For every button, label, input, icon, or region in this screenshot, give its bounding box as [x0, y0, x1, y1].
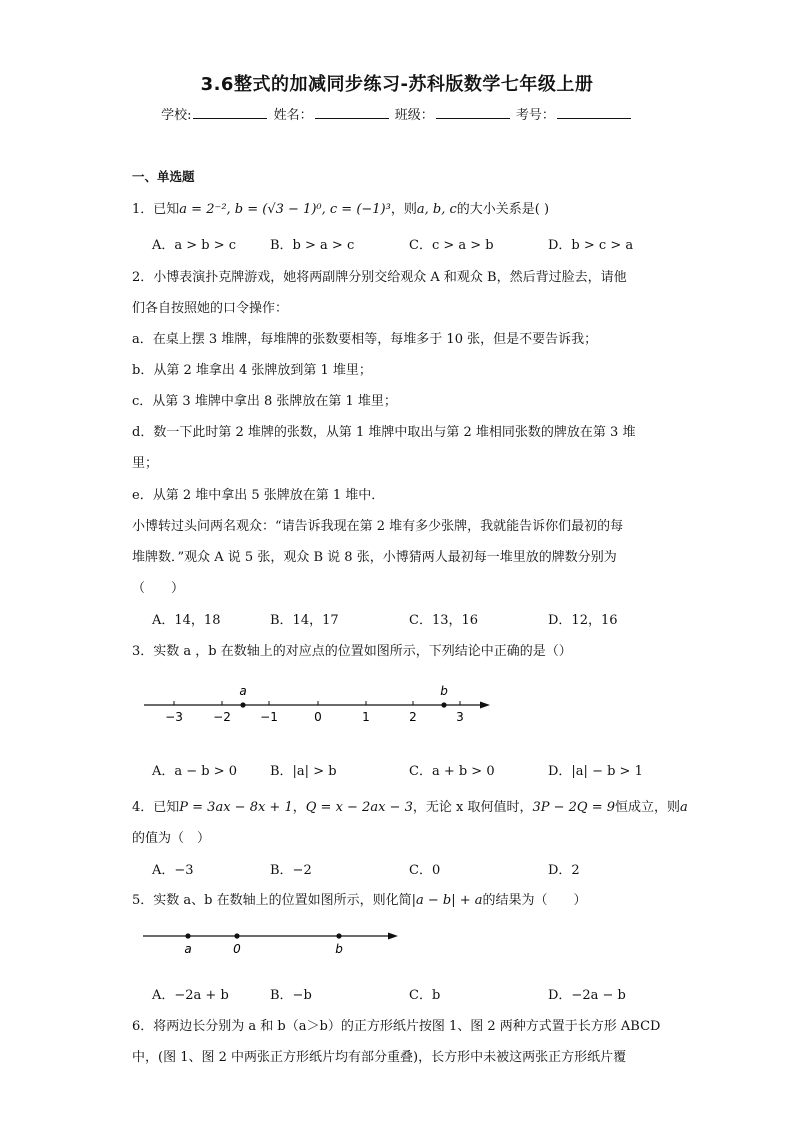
class-blank[interactable]	[436, 106, 510, 119]
q5-expression: |a − b| + a	[411, 893, 483, 908]
q3-option-d[interactable]: D．|a| − b > 1	[548, 764, 643, 779]
q1-option-b[interactable]: B．b > a > c	[270, 238, 355, 253]
q2-line: e．从第 2 堆中拿出 5 张牌放在第 1 堆中．	[132, 488, 385, 503]
q5-label-a: a	[184, 942, 192, 956]
q3-tick-label: 0	[314, 710, 322, 724]
q2-line: 堆牌数．”观众 A 说 5 张，观众 B 说 8 张，小博猜两人最初每一堆里放的牌数分别为	[132, 550, 617, 565]
q2-line: a．在桌上摆 3 堆牌，每堆牌的张数要相等，每堆多于 10 张，但是不要告诉我；	[132, 332, 598, 347]
q2-line: 2．小博表演扑克牌游戏，她将两副牌分别交给观众 A 和观众 B，然后背过脸去，请他	[132, 270, 627, 285]
school-blank[interactable]	[193, 106, 267, 119]
q3-tick-label: −3	[165, 710, 183, 724]
q3-point-a	[240, 702, 245, 707]
q5-point-zero	[234, 933, 239, 938]
q4-stem-part: ，无论 x 取何值时，	[412, 800, 533, 815]
q4-line-2: 的值为（ ）	[132, 831, 211, 846]
q3-option-c[interactable]: C．a + b > 0	[409, 764, 495, 779]
q2-line: b．从第 2 堆拿出 4 张牌放到第 1 堆里；	[132, 363, 372, 378]
q2-option-c[interactable]: C．13，16	[409, 613, 479, 628]
q2-line: c．从第 3 堆牌中拿出 8 张牌放在第 1 堆里；	[132, 394, 397, 409]
q3-tick-label: 1	[362, 710, 370, 724]
q1-stem-part: ，则	[390, 202, 417, 217]
name-label: 姓名：	[273, 108, 313, 123]
q5-option-c[interactable]: C．b	[409, 988, 441, 1003]
exam-no-label: 考号：	[515, 108, 555, 123]
question-3-stem: 3．实数 a ，b 在数轴上的对应点的位置如图所示，下列结论中正确的是（）	[132, 644, 572, 659]
q1-stem-part: 的大小关系是( )	[456, 202, 550, 217]
q4-condition: 3P − 2Q = 9	[532, 800, 615, 815]
q5-label-b: b	[335, 942, 343, 956]
q6-line: 中，(图 1、图 2 中两张正方形纸片均有部分重叠)，长方形中未被这两张正方形纸片覆	[132, 1050, 627, 1065]
q3-label-a: a	[239, 684, 247, 698]
q2-line: （ ）	[132, 581, 185, 596]
q2-line: d．数一下此时第 2 堆牌的张数，从第 1 堆牌中取出与第 2 堆相同张数的牌放在第 3 堆	[132, 425, 636, 440]
question-4-stem	[132, 796, 688, 815]
q1-vars: a, b, c	[416, 202, 457, 217]
q3-option-a[interactable]: A．a − b > 0	[152, 764, 238, 779]
q2-option-a[interactable]: A．14，18	[152, 613, 221, 628]
q4-var: a	[680, 800, 688, 815]
page-title: 3.6整式的加减同步练习-苏科版数学七年级上册	[200, 74, 594, 95]
q1-stem-part: 1．已知	[132, 202, 180, 217]
q5-point-a	[185, 933, 190, 938]
q5-stem-part: 5．实数 a、b 在数轴上的位置如图所示，则化简	[132, 893, 412, 908]
class-label: 班级：	[394, 108, 434, 123]
q2-line: 小博转过头问两名观众：“请告诉我现在第 2 堆有多少张牌，我就能告诉你们最初的每	[132, 519, 624, 534]
q5-option-b[interactable]: B．−b	[270, 988, 312, 1003]
q3-tick-label: −2	[213, 710, 231, 724]
q1-option-d[interactable]: D．b > c > a	[548, 238, 634, 253]
q3-point-b	[441, 702, 446, 707]
q2-option-b[interactable]: B．14，17	[270, 613, 339, 628]
student-info-line	[0, 104, 794, 123]
q3-axis-arrow	[480, 702, 490, 709]
section-heading: 一、单选题	[132, 169, 195, 184]
q4-option-b[interactable]: B．−2	[270, 863, 312, 878]
q5-option-d[interactable]: D．−2a − b	[548, 988, 626, 1003]
q3-option-b[interactable]: B．|a| > b	[270, 764, 337, 779]
exam-no-blank[interactable]	[557, 106, 631, 119]
q2-line: 们各自按照她的口令操作：	[132, 301, 289, 316]
school-label: 学校:	[161, 108, 192, 123]
q4-q-formula: Q = x − 2ax − 3	[305, 800, 413, 815]
q3-tick-label: 3	[456, 710, 464, 724]
q4-stem-part: ，	[292, 800, 306, 815]
q4-stem-part: 恒成立，则	[615, 800, 681, 815]
q5-option-a[interactable]: A．−2a + b	[152, 988, 229, 1003]
q4-stem-part: 4．已知	[132, 800, 180, 815]
q1-option-a[interactable]: A．a > b > c	[152, 238, 237, 253]
name-blank[interactable]	[315, 106, 389, 119]
q3-number-line	[140, 682, 500, 726]
q5-stem-part: 的结果为（ ）	[482, 893, 587, 908]
q5-point-b	[336, 933, 341, 938]
q2-line: 里；	[132, 456, 159, 471]
question-1-stem	[132, 198, 549, 217]
q5-label-zero: 0	[233, 942, 241, 956]
q3-label-b: b	[440, 684, 448, 698]
q6-line: 6．将两边长分别为 a 和 b（a＞b）的正方形纸片按图 1、图 2 两种方式置于长方形 ABCD	[132, 1019, 661, 1034]
q5-axis-arrow	[388, 933, 398, 940]
q4-option-a[interactable]: A．−3	[152, 863, 194, 878]
q1-option-c[interactable]: C．c > a > b	[409, 238, 494, 253]
q4-option-d[interactable]: D．2	[548, 863, 580, 878]
q3-tick-label: −1	[260, 710, 278, 724]
q2-option-d[interactable]: D．12，16	[548, 613, 618, 628]
q4-p-formula: P = 3ax − 8x + 1	[179, 800, 293, 815]
q4-option-c[interactable]: C．0	[409, 863, 441, 878]
question-5-stem	[132, 889, 587, 908]
q1-formula: a = 2⁻², b = (√3 − 1)⁰, c = (−1)³	[179, 202, 391, 217]
q3-tick-label: 2	[409, 710, 417, 724]
q5-number-line	[140, 924, 410, 960]
